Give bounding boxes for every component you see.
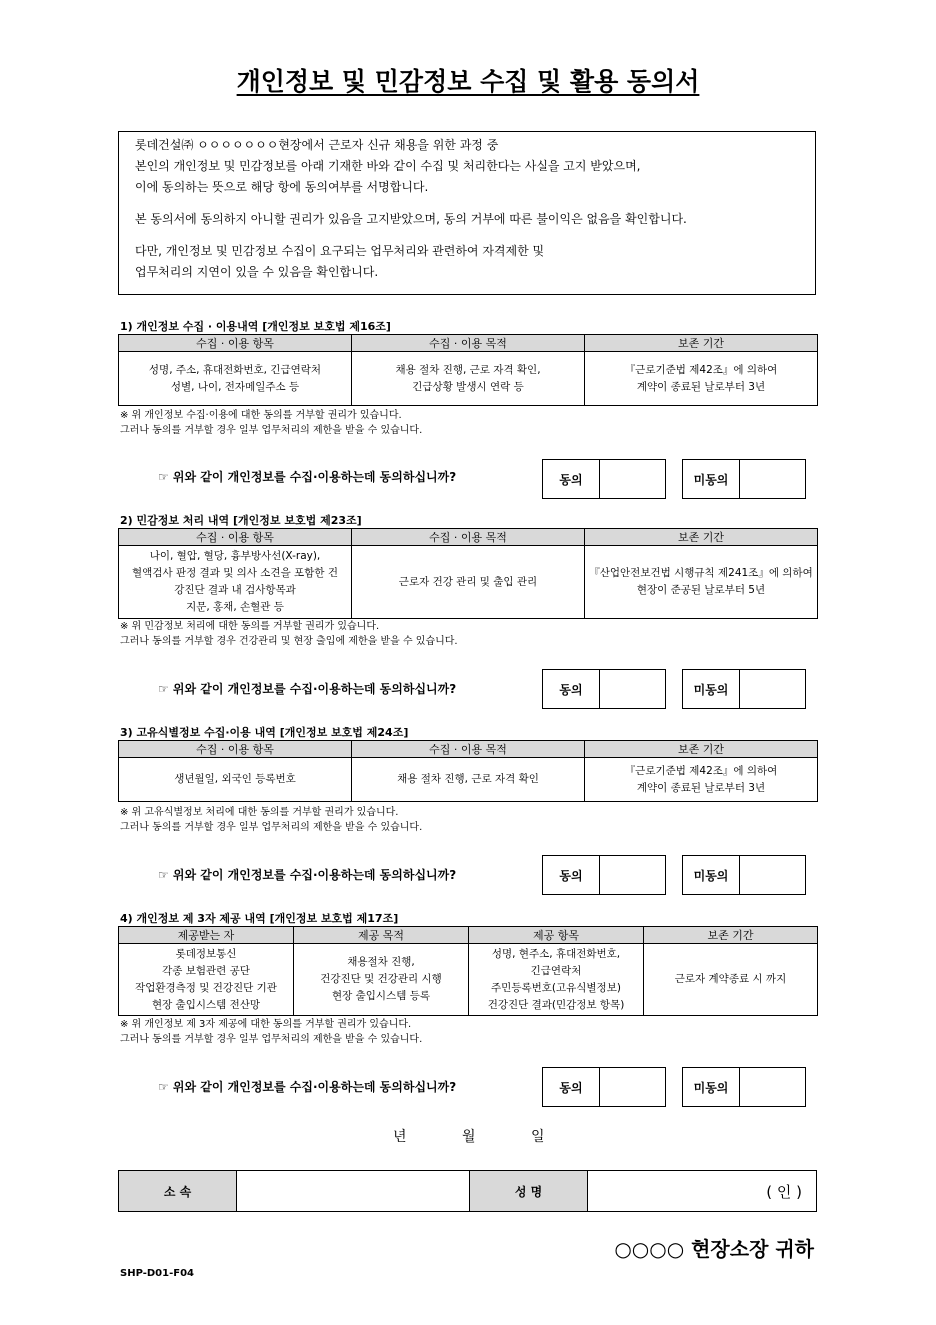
- addressee: ○○○○ 현장소장 귀하: [614, 1237, 814, 1261]
- section-3-title: 3) 고유식별정보 수집·이용 내역 [개인정보 보호법 제24조]: [120, 726, 409, 739]
- agree-label: 동의: [543, 460, 600, 498]
- intro-line: 업무처리의 지연이 있을 수 있음을 확인합니다.: [135, 265, 379, 279]
- affiliation-field[interactable]: [237, 1171, 470, 1211]
- section-3-note: ※ 위 고유식별정보 처리에 대한 동의를 거부할 권리가 있습니다. 그러나 동의를 거부할 경우 일부 업무처리의 제한을 받을 수 있습니다.: [120, 807, 423, 833]
- table-header: 제공 목적: [294, 927, 469, 944]
- table-cell: 채용절차 진행, 건강진단 및 건강관리 시행 현장 출입시스템 등록: [294, 944, 469, 1016]
- section-2-table: [118, 528, 818, 619]
- consent-question-2: ☞ 위와 같이 개인정보를 수집·이용하는데 동의하십니까?: [158, 682, 457, 696]
- section-2-title: 2) 민감정보 처리 내역 [개인정보 보호법 제23조]: [120, 514, 362, 527]
- table-cell: 성명, 주소, 휴대전화번호, 긴급연락처 성별, 나이, 전자메일주소 등: [119, 352, 352, 406]
- disagree-box-4[interactable]: [682, 1067, 806, 1107]
- table-header: 제공받는 자: [119, 927, 294, 944]
- name-field[interactable]: [588, 1171, 816, 1211]
- table-header: 수집 · 이용 목적: [352, 741, 585, 758]
- intro-line: 본 동의서에 동의하지 아니할 권리가 있음을 고지받았으며, 동의 거부에 따른 불이익은 없음을 확인합니다.: [135, 212, 687, 226]
- section-4-table: [118, 926, 818, 1016]
- disagree-checkbox[interactable]: [740, 1068, 805, 1106]
- table-header: 제공 항목: [469, 927, 644, 944]
- table-cell: 생년월일, 외국인 등록번호: [119, 758, 352, 802]
- table-header: 수집 · 이용 목적: [352, 335, 585, 352]
- section-1-title: 1) 개인정보 수집 · 이용내역 [개인정보 보호법 제16조]: [120, 320, 391, 333]
- table-cell: 채용 절차 진행, 근로 자격 확인: [352, 758, 585, 802]
- page-title: 개인정보 및 민감정보 수집 및 활용 동의서: [236, 67, 700, 96]
- name-label: 성 명: [470, 1171, 588, 1211]
- consent-question-1: ☞ 위와 같이 개인정보를 수집·이용하는데 동의하십니까?: [158, 470, 457, 484]
- table-cell: 근로자 건강 관리 및 출입 관리: [352, 546, 585, 619]
- seal-mark: ( 인 ): [766, 1182, 802, 1201]
- section-2-note: ※ 위 민감정보 처리에 대한 동의를 거부할 권리가 있습니다. 그러나 동의를 거부할 경우 건강관리 및 현장 출입에 제한을 받을 수 있습니다.: [120, 621, 458, 647]
- table-header: 수집 · 이용 항목: [119, 741, 352, 758]
- table-header: 수집 · 이용 항목: [119, 335, 352, 352]
- agree-box-2[interactable]: [542, 669, 666, 709]
- intro-line: 롯데건설㈜ ㅇㅇㅇㅇㅇㅇㅇ현장에서 근로자 신규 채용을 위한 과정 중: [135, 138, 499, 152]
- table-cell: 『근로기준법 제42조』에 의하여 계약이 종료된 날로부터 3년: [585, 352, 818, 406]
- table-header: 보존 기간: [585, 335, 818, 352]
- intro-box: [118, 131, 816, 295]
- disagree-box-2[interactable]: [682, 669, 806, 709]
- section-1-table: [118, 334, 818, 406]
- agree-label: 동의: [543, 856, 600, 894]
- intro-line: 본인의 개인정보 및 민감정보를 아래 기재한 바와 같이 수집 및 처리한다는 사실을 고지 받았으며,: [135, 159, 641, 173]
- agree-label: 동의: [543, 1068, 600, 1106]
- intro-line: 이에 동의하는 뜻으로 해당 항에 동의여부를 서명합니다.: [135, 180, 429, 194]
- disagree-box-1[interactable]: [682, 459, 806, 499]
- signature-row: [118, 1170, 817, 1212]
- affiliation-label: 소 속: [119, 1171, 237, 1211]
- agree-label: 동의: [543, 670, 600, 708]
- table-cell: 나이, 혈압, 혈당, 흉부방사선(X-ray), 혈액검사 판정 결과 및 의사 소견을 포함한 건 강진단 결과 내 검사항목과 지문, 홍채, 손혈관 등: [119, 546, 352, 619]
- consent-question-4: ☞ 위와 같이 개인정보를 수집·이용하는데 동의하십니까?: [158, 1080, 457, 1094]
- table-header: 보존 기간: [585, 529, 818, 546]
- section-4-title: 4) 개인정보 제 3자 제공 내역 [개인정보 보호법 제17조]: [120, 912, 399, 925]
- agree-checkbox[interactable]: [600, 670, 665, 708]
- section-3-table: [118, 740, 818, 802]
- agree-checkbox[interactable]: [600, 460, 665, 498]
- table-cell: 근로자 계약종료 시 까지: [644, 944, 818, 1016]
- date-month-label: 월: [462, 1129, 476, 1145]
- agree-box-4[interactable]: [542, 1067, 666, 1107]
- agree-box-3[interactable]: [542, 855, 666, 895]
- document-number: SHP-D01-F04: [120, 1268, 194, 1279]
- agree-checkbox[interactable]: [600, 1068, 665, 1106]
- date-day-label: 일: [531, 1129, 545, 1145]
- section-4-note: ※ 위 개인정보 제 3자 제공에 대한 동의를 거부할 권리가 있습니다. 그러나 동의를 거부할 경우 일부 업무처리의 제한을 받을 수 있습니다.: [120, 1019, 423, 1045]
- disagree-label: 미동의: [683, 460, 740, 498]
- table-header: 수집 · 이용 항목: [119, 529, 352, 546]
- agree-checkbox[interactable]: [600, 856, 665, 894]
- agree-box-1[interactable]: [542, 459, 666, 499]
- disagree-checkbox[interactable]: [740, 856, 805, 894]
- table-header: 보존 기간: [644, 927, 818, 944]
- table-cell: 채용 절차 진행, 근로 자격 확인, 긴급상황 발생시 연락 등: [352, 352, 585, 406]
- disagree-label: 미동의: [683, 856, 740, 894]
- disagree-label: 미동의: [683, 1068, 740, 1106]
- disagree-checkbox[interactable]: [740, 460, 805, 498]
- table-header: 수집 · 이용 목적: [352, 529, 585, 546]
- table-cell: 성명, 현주소, 휴대전화번호, 긴급연락처 주민등록번호(고유식별정보) 건강진단 결과(민감정보 항목): [469, 944, 644, 1016]
- consent-question-3: ☞ 위와 같이 개인정보를 수집·이용하는데 동의하십니까?: [158, 868, 457, 882]
- section-1-note: ※ 위 개인정보 수집·이용에 대한 동의를 거부할 권리가 있습니다. 그러나 동의를 거부할 경우 일부 업무처리의 제한을 받을 수 있습니다.: [120, 410, 423, 436]
- disagree-label: 미동의: [683, 670, 740, 708]
- table-header: 보존 기간: [585, 741, 818, 758]
- date-year-label: 년: [393, 1129, 407, 1145]
- table-cell: 롯데정보통신 각종 보험관련 공단 작업환경측정 및 건강진단 기관 현장 출입시스템 전산망: [119, 944, 294, 1016]
- table-cell: 『산업안전보건법 시행규칙 제241조』에 의하여 현장이 준공된 날로부터 5년: [585, 546, 818, 619]
- disagree-box-3[interactable]: [682, 855, 806, 895]
- intro-line: 다만, 개인정보 및 민감정보 수집이 요구되는 업무처리와 관련하여 자격제한 및: [135, 244, 545, 258]
- table-cell: 『근로기준법 제42조』에 의하여 계약이 종료된 날로부터 3년: [585, 758, 818, 802]
- disagree-checkbox[interactable]: [740, 670, 805, 708]
